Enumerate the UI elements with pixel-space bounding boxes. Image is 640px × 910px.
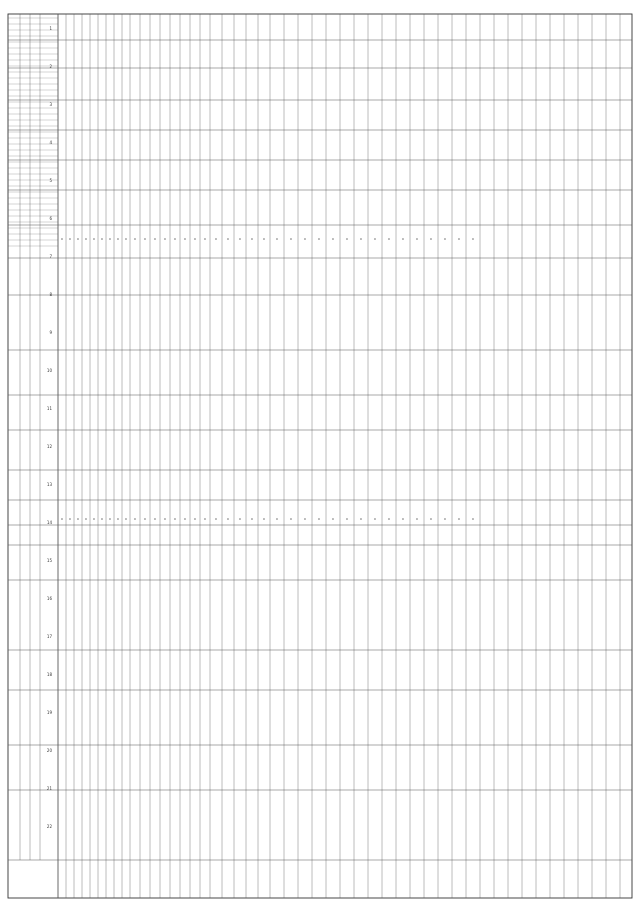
cell-mark: 0	[458, 517, 460, 521]
column-number: 19	[46, 710, 52, 715]
cell-mark: 0	[125, 237, 127, 241]
cell-mark: 0	[346, 237, 348, 241]
cell-mark: 0	[402, 517, 404, 521]
cell-mark: 0	[85, 237, 87, 241]
column-number: 11	[46, 406, 52, 411]
cell-mark: 0	[109, 237, 111, 241]
cell-mark: 0	[117, 237, 119, 241]
cell-mark: 0	[215, 517, 217, 521]
column-number: 20	[46, 748, 52, 753]
cell-mark: 0	[263, 237, 265, 241]
cell-mark: 0	[472, 517, 474, 521]
cell-mark: 0	[134, 237, 136, 241]
column-number: 10	[46, 368, 52, 373]
cell-mark: 0	[215, 237, 217, 241]
cell-mark: 0	[93, 237, 95, 241]
column-number: 8	[49, 292, 52, 297]
cell-mark: 0	[93, 517, 95, 521]
cell-mark: 0	[251, 517, 253, 521]
table-border	[8, 14, 632, 898]
column-number: 2	[49, 64, 52, 69]
cell-mark: 0	[276, 517, 278, 521]
cell-mark: 0	[134, 517, 136, 521]
cell-mark: 0	[144, 237, 146, 241]
cell-mark: 0	[318, 517, 320, 521]
cell-mark: 0	[239, 237, 241, 241]
cell-mark: 0	[332, 517, 334, 521]
cell-mark: 0	[458, 237, 460, 241]
cell-mark: 0	[251, 237, 253, 241]
cell-mark: 0	[416, 517, 418, 521]
cell-mark: 0	[164, 237, 166, 241]
column-number: 14	[46, 520, 52, 525]
column-number: 21	[46, 786, 52, 791]
cell-mark: 0	[374, 237, 376, 241]
cell-mark: 0	[276, 237, 278, 241]
cell-mark: 0	[194, 237, 196, 241]
cell-mark: 0	[204, 517, 206, 521]
cell-mark: 0	[239, 517, 241, 521]
cell-mark: 0	[154, 517, 156, 521]
cell-mark: 0	[77, 517, 79, 521]
cell-mark: 0	[174, 237, 176, 241]
cell-mark: 0	[444, 517, 446, 521]
cell-mark: 0	[69, 237, 71, 241]
column-number: 6	[49, 216, 52, 221]
cell-mark: 0	[430, 237, 432, 241]
cell-mark: 0	[204, 237, 206, 241]
cell-mark: 0	[472, 237, 474, 241]
column-number: 1	[49, 26, 52, 31]
cell-mark: 0	[164, 517, 166, 521]
cell-mark: 0	[61, 517, 63, 521]
cell-mark: 0	[154, 237, 156, 241]
cell-mark: 0	[346, 517, 348, 521]
cell-mark: 0	[85, 517, 87, 521]
cell-mark: 0	[227, 237, 229, 241]
cell-mark: 0	[402, 237, 404, 241]
column-number: 7	[49, 254, 52, 259]
column-number: 16	[46, 596, 52, 601]
cell-mark: 0	[117, 517, 119, 521]
cell-mark: 0	[360, 237, 362, 241]
column-number: 5	[49, 178, 52, 183]
cell-mark: 0	[69, 517, 71, 521]
cell-mark: 0	[263, 517, 265, 521]
cell-mark: 0	[227, 517, 229, 521]
cell-mark: 0	[416, 237, 418, 241]
cell-mark: 0	[125, 517, 127, 521]
column-number: 18	[46, 672, 52, 677]
cell-mark: 0	[318, 237, 320, 241]
cell-mark: 0	[77, 237, 79, 241]
column-number: 4	[49, 140, 52, 145]
cell-mark: 0	[101, 517, 103, 521]
cell-mark: 0	[184, 237, 186, 241]
cell-mark: 0	[444, 237, 446, 241]
cell-mark: 0	[374, 517, 376, 521]
cell-mark: 0	[144, 517, 146, 521]
column-number: 12	[46, 444, 52, 449]
cell-mark: 0	[388, 517, 390, 521]
column-number: 17	[46, 634, 52, 639]
column-number: 15	[46, 558, 52, 563]
column-number: 3	[49, 102, 52, 107]
cell-mark: 0	[184, 517, 186, 521]
cell-mark: 0	[388, 237, 390, 241]
cell-mark: 0	[332, 237, 334, 241]
cell-mark: 0	[109, 517, 111, 521]
cell-mark: 0	[174, 517, 176, 521]
cell-mark: 0	[304, 237, 306, 241]
cell-mark: 0	[304, 517, 306, 521]
column-number: 22	[46, 824, 52, 829]
column-number: 13	[46, 482, 52, 487]
column-number: 9	[49, 330, 52, 335]
cell-mark: 0	[430, 517, 432, 521]
cell-mark: 0	[360, 517, 362, 521]
cell-mark: 0	[194, 517, 196, 521]
cell-mark: 0	[61, 237, 63, 241]
cell-mark: 0	[101, 237, 103, 241]
cell-mark: 0	[290, 237, 292, 241]
cell-mark: 0	[290, 517, 292, 521]
